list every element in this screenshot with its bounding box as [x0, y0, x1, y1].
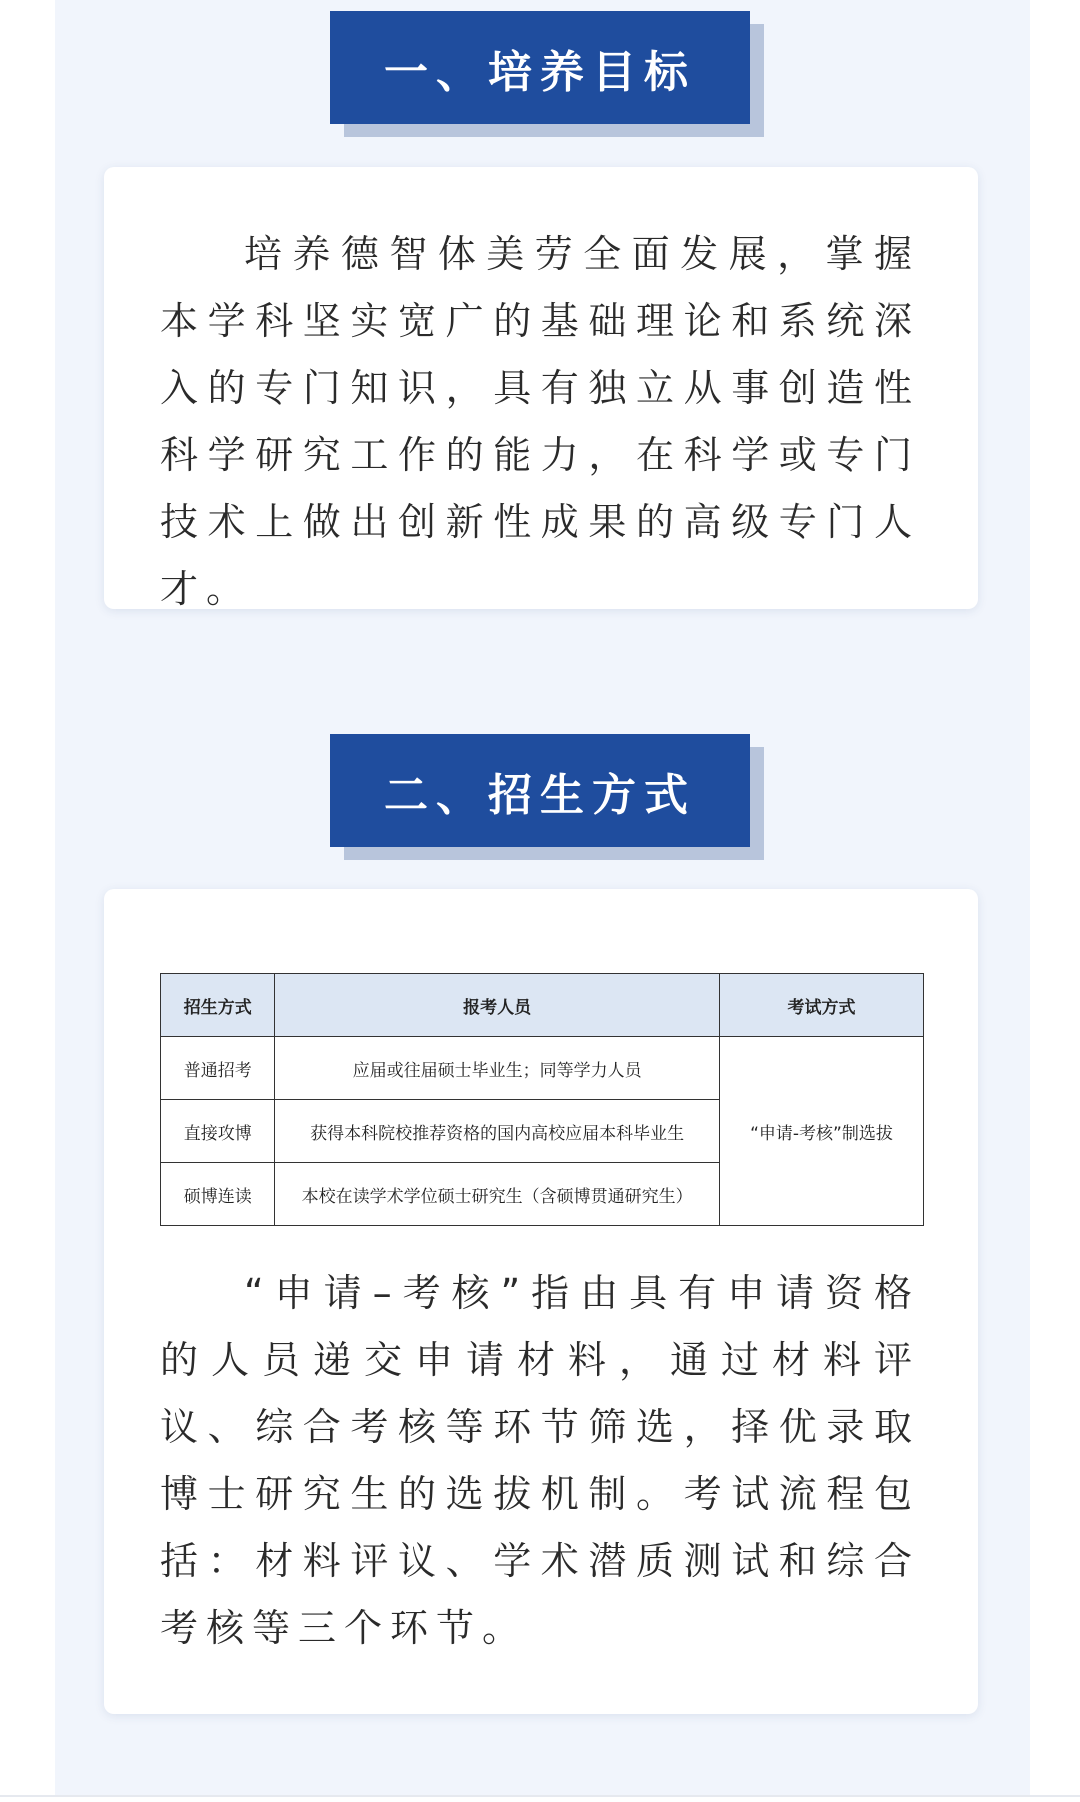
method-cell: 硕博连读 — [161, 1163, 275, 1226]
table-header-cell: 招生方式 — [161, 974, 275, 1037]
table-header-cell: 考试方式 — [719, 974, 923, 1037]
section-2-card — [104, 889, 978, 1714]
exam-method-cell: “申请-考核”制选拔 — [719, 1037, 923, 1226]
section-1-card — [104, 167, 978, 609]
section-2-title: 二、招生方式 — [330, 734, 750, 847]
section-2-heading — [330, 734, 764, 860]
admission-table — [160, 973, 924, 1226]
bottom-divider — [0, 1795, 1080, 1797]
method-cell: 普通招考 — [161, 1037, 275, 1100]
table-row — [161, 1037, 924, 1100]
applicants-cell: 应届或往届硕士毕业生；同等学力人员 — [275, 1037, 720, 1100]
applicants-cell: 本校在读学术学位硕士研究生（含硕博贯通研究生） — [275, 1163, 720, 1226]
applicants-cell: 获得本科院校推荐资格的国内高校应届本科毕业生 — [275, 1100, 720, 1163]
section-1-heading — [330, 11, 764, 137]
table-header-row — [161, 974, 924, 1037]
method-cell: 直接攻博 — [161, 1100, 275, 1163]
training-goal-paragraph: 培养德智体美劳全面发展，掌握本学科坚实宽广的基础理论和系统深入的专门知识，具有独立从事创造性科学研究工作的能力，在科学或专门技术上做出创新性成果的高级专门人才。 — [160, 232, 920, 611]
section-1-title: 一、培养目标 — [330, 11, 750, 124]
table-header-cell: 报考人员 — [275, 974, 720, 1037]
application-review-paragraph: “申请–考核”指由具有申请资格的人员递交申请材料，通过材料评议、综合考核等环节筛选，择优录取博士研究生的选拔机制。考试流程包括：材料评议、学术潜质测试和综合考核等三个环节。 — [160, 1271, 920, 1650]
